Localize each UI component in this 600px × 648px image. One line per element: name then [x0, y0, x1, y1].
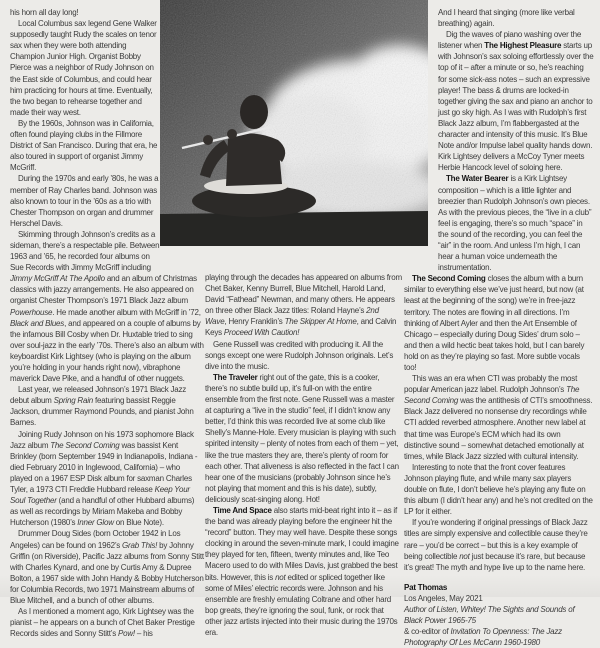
- text-run: Local Columbus sax legend Gene Walker supposedly taught Rudy the scales on tenor sax when they were both attending Champion Junior High. Organist Bobby Pierce was a neighbor of Rudy Johnson on the East side of Columbus, and could hear him practicing for hours at time. Eventually, the two began to rehearse together and made their way west.: [10, 19, 157, 117]
- album-title: Invitation To Openness: The Jazz Photography Of Les McCann 1960-1980: [404, 627, 562, 648]
- text-run: , Henry Franklin’s: [224, 317, 285, 327]
- text-run: . He made another album with McGriff in ’72,: [52, 307, 201, 317]
- text-run: Gene Russell was credited with producing it. All the songs except one were Rudolph Johnson originals. Let’s dive into the music.: [205, 339, 394, 371]
- album-title: Grab This!: [122, 540, 158, 550]
- text-run: Skimming through Johnson’s credits as a sideman, there’s a respectable pile. Between 1963 and ’65, he recorded four albums on Sue Records with Jimmy McGriff including: [10, 229, 160, 273]
- album-title: Inner Glow: [77, 518, 114, 528]
- album-title: Spring Rain: [53, 396, 94, 406]
- paragraph: [10, 429, 204, 529]
- text-run: As I mentioned a moment ago, Kirk Lightsey was the pianist – he appears on a bunch of Chet Baker Prestige Records sides and Sonny Stitt’s: [10, 607, 195, 639]
- track-title: The Water Bearer: [446, 174, 509, 184]
- text-run: (and a handful of other Hubbard albums) as well as recordings by Miriam Makeba and Bobby Hutcherson (1980’s: [10, 496, 195, 528]
- text-run: closes the album with a burn similar to everything else we’ve just heard, but now (at least at the beginning of the song) we’re in free-jazz territory. The notes are flowing in all directions. I’m thinking of Albert Ayler and then the Art Ensemble of Chicago – especially during Doug Sides’ drum solo – and then a wild hectic beat takes hold, but I can barely hold on as they’re playing so fast. More subtle vocals too!: [404, 274, 585, 372]
- paragraph: [404, 604, 594, 626]
- track-title: The Second Coming: [412, 274, 486, 284]
- text-run: featuring bassist Reggie Jackson, drummer Raymond Pounds, and pianist John Barnes.: [10, 396, 194, 428]
- text-run: , and Calvin Keys: [205, 317, 397, 338]
- text-run: Joining Rudy Johnson on his 1973 sophomore Black Jazz album: [10, 429, 194, 450]
- paragraph: [205, 372, 402, 505]
- text-run: was bassist Kent Brinkley (born September 1949 in Indianapolis, Indiana - died February 2010 in Inglewood, California) – who played on a 1967 ESP Disk album for saxman Charles Tyler, a 1973 CTI Freddie Hubbard release: [10, 440, 198, 495]
- paragraph: [404, 582, 594, 593]
- album-title: Powerhouse: [10, 307, 53, 317]
- album-title: Author of: [404, 604, 437, 614]
- photo-wrap-spacer: [404, 7, 438, 273]
- paragraph: [404, 517, 594, 572]
- paragraph: [404, 373, 594, 462]
- text-run: just because it’s rare, but because it’s great! The myth and hype live up to the name here.: [404, 551, 586, 572]
- paragraph: [205, 339, 402, 372]
- text-run: By the 1960s, Johnson was in California, often found playing clubs in the Fillmore District of San Francisco. During that era, he also toured in support of organist Jimmy McGriff.: [10, 118, 158, 173]
- text-run: on Blue Note).: [113, 518, 164, 528]
- text-run: his horn all day long!: [10, 8, 79, 17]
- text-run: During the 1970s and early ’80s, he was a member of Ray Charles band. Johnson was also known to tour in the ’60s as a trio with Chester Thompson on organ and drummer Herschel Davis.: [10, 174, 159, 228]
- text-run: If you’re wondering if original pressings of Black Jazz titles are simply expensive and collectible cause they’re rare – you’d be correct – but this is a key example of being collectible: [404, 518, 588, 561]
- text-run: edited or spliced together like some of Miles’ electric records were. Johnson and his ensemble are freshly emulating Coltrane and other hard bop greats, they’re ignoring the soul, funk, or rock that other jazz artists injected into their music during the 1970s era.: [205, 572, 398, 637]
- paragraph: [205, 272, 402, 339]
- text-run: This was an era when CTI was probably the most popular American jazz label. Rudolph Johnson’s: [404, 374, 578, 395]
- text-run: Interesting to note that the front cover features Johnson playing flute, and while many sax players double on flute, I don’t believe he’s playing any flute on this album (I didn’t hear any) and he’s not credited on the LP for it either.: [404, 462, 593, 517]
- album-title: The Second Coming: [50, 440, 120, 450]
- track-title: The Traveler: [213, 372, 258, 382]
- text-run: also starts mid-beat right into it – as if the band was already playing before the engineer hit the “record” button. They may well have. Despite these songs clocking in around the seven-minute mark, I could imagine they played for ten, fifteen, twenty minutes and, like Teo Macero used to do with Miles Davis, just grabbed the best bits. However, this is: [205, 505, 399, 582]
- left-text-column: [10, 7, 204, 639]
- text-run: was the antithesis of CTI’s smoothness. Black Jazz delivered no nonsense dry recordings while CTI added reverbed atmosphere. Another new label at that time was Europe’s ECM which had its own distinctive sound – somewhat detached emotionally at times, while Black Jazz sizzled with cultural intensity.: [404, 396, 593, 461]
- paragraph: [10, 528, 204, 606]
- album-title: The Skipper At Home: [284, 317, 357, 327]
- album-title: Jimmy McGriff At The Apollo: [10, 274, 105, 284]
- album-title: Keep Your Soul Together: [10, 485, 190, 506]
- text-run: , and appeared on a couple of albums by the infamous Bill Cosby when Dr. Huxtable tried to sing over soul-jazz in the early ’70s. There’s also an album with keyboardist Kirk Lightsey (who is playing on the album you’re holding in your hands right now), vibraphone maverick Dave Pike, and a handful of other nuggets.: [10, 318, 204, 384]
- album-title: Black and Blues: [10, 318, 65, 328]
- album-title: The Second Coming: [404, 385, 580, 406]
- photo-wrap-spacer: [160, 7, 204, 269]
- track-title: Pat Thomas: [404, 582, 448, 592]
- paragraph: [10, 384, 204, 428]
- text-run: Drummer Doug Sides (born October 1942 in Los Angeles) can be found on 1962’s: [10, 529, 181, 550]
- author-signature: [404, 582, 594, 648]
- paragraph: [10, 606, 204, 639]
- paragraph: [404, 273, 594, 373]
- paragraph: [404, 593, 594, 604]
- text-run: and an album of Christmas classics with jazzy arrangements. He also appeared on organist Chester Thompson’s 1971 Black Jazz album: [10, 274, 197, 306]
- text-run: starts up with Johnson’s sax soloing effortlessly over the top of it – after a minute or so, he’s reaching for some sick-ass notes – such an expressive player! The bass & drums are locked-in together giving the sax and piano an anchor to just go sky high. As I was with Rudolph’s first Black Jazz album, I’m flabbergasted at the character and intensity of this music. It’s Blue Note and/or Impulse label quality hands down. Kirk Lightsey delivers a McCoy Tyner meets Herbie Hancock level of soloing here.: [438, 41, 594, 173]
- text-run: Los Angeles, May 2021: [404, 593, 483, 603]
- paragraph: [404, 462, 594, 517]
- paragraph: [205, 505, 402, 638]
- text-run: & co-editor of: [404, 627, 451, 637]
- text-run: is a Kirk Lightsey composition – which is a little lighter and breezier than Rudolph Johnson’s own pieces. As with the previous pieces, the “live in a club” feel is engaging, there’s so much “space” in the sound of the recording, you can feel the “air” in the room. And unless I’m high, I can hear a human voice underneath the instrumentation.: [438, 174, 592, 273]
- track-title: The Highest Pleasure: [484, 41, 562, 51]
- middle-text-column: [205, 272, 402, 638]
- album-title: Pow!: [117, 629, 135, 639]
- right-text-column: [404, 7, 594, 648]
- text-run: right out of the gate, this is a cooker, there’s no subtle build up, it’s full-on with the entire ensemble from the first note. Gene Russell was a master at capturing a “live in the studio” feel, if I didn’t know any better, I’d think this was recorded live at some club like Shelly’s Manne-Hole. Every musician is playing with such spirited intensity – plenty of notes from each of them – yet, like the true masters they are, there’s plenty of room for each other. That aliveness is also reflected in the fact I can hear one of the musicians (probably Johnson since he’s not playing that moment and this is his date), subtly, deliciously scat-singing along. Hot!: [205, 372, 399, 504]
- paragraph: [404, 626, 594, 648]
- album-title: Proceed With Caution!: [223, 328, 300, 338]
- middle-paragraphs: [205, 272, 402, 638]
- text-run: Last year, we released Johnson’s 1971 Black Jazz debut album: [10, 385, 187, 406]
- track-title: Time And Space: [213, 505, 272, 515]
- text-run: And I heard that singing (more like verbal breathing) again.: [438, 8, 575, 29]
- text-run: playing through the decades has appeared on albums from Chet Baker, Kenny Burrell, Blue Mitchell, Harold Land, David “Fathead” Newman, and many others. He appears on three other Black Jazz titles: Roland Hayne’s: [205, 273, 402, 316]
- album-title: not: [275, 572, 286, 582]
- album-title: 2nd Wave: [205, 306, 379, 327]
- text-run: Dig the waves of piano washing over the listener when: [438, 30, 582, 51]
- album-title: Listen, Whitey! The Sights and Sounds of Black Power 1965-75: [404, 604, 575, 626]
- text-run: by Johnny Griffin (on Riverside), Pacific Jazz albums from Sonny Stitt with Charles Kynard, and one by Curtis Amy & Dupree Bolton, a 1967 side with John Handy & Bobby Hutcherson for Columbia Records, two 1971 Mainstream albums of Blue Mitchell, and a bunch of other albums.: [10, 540, 204, 605]
- album-title: not: [459, 551, 470, 561]
- text-run: – his: [134, 629, 153, 639]
